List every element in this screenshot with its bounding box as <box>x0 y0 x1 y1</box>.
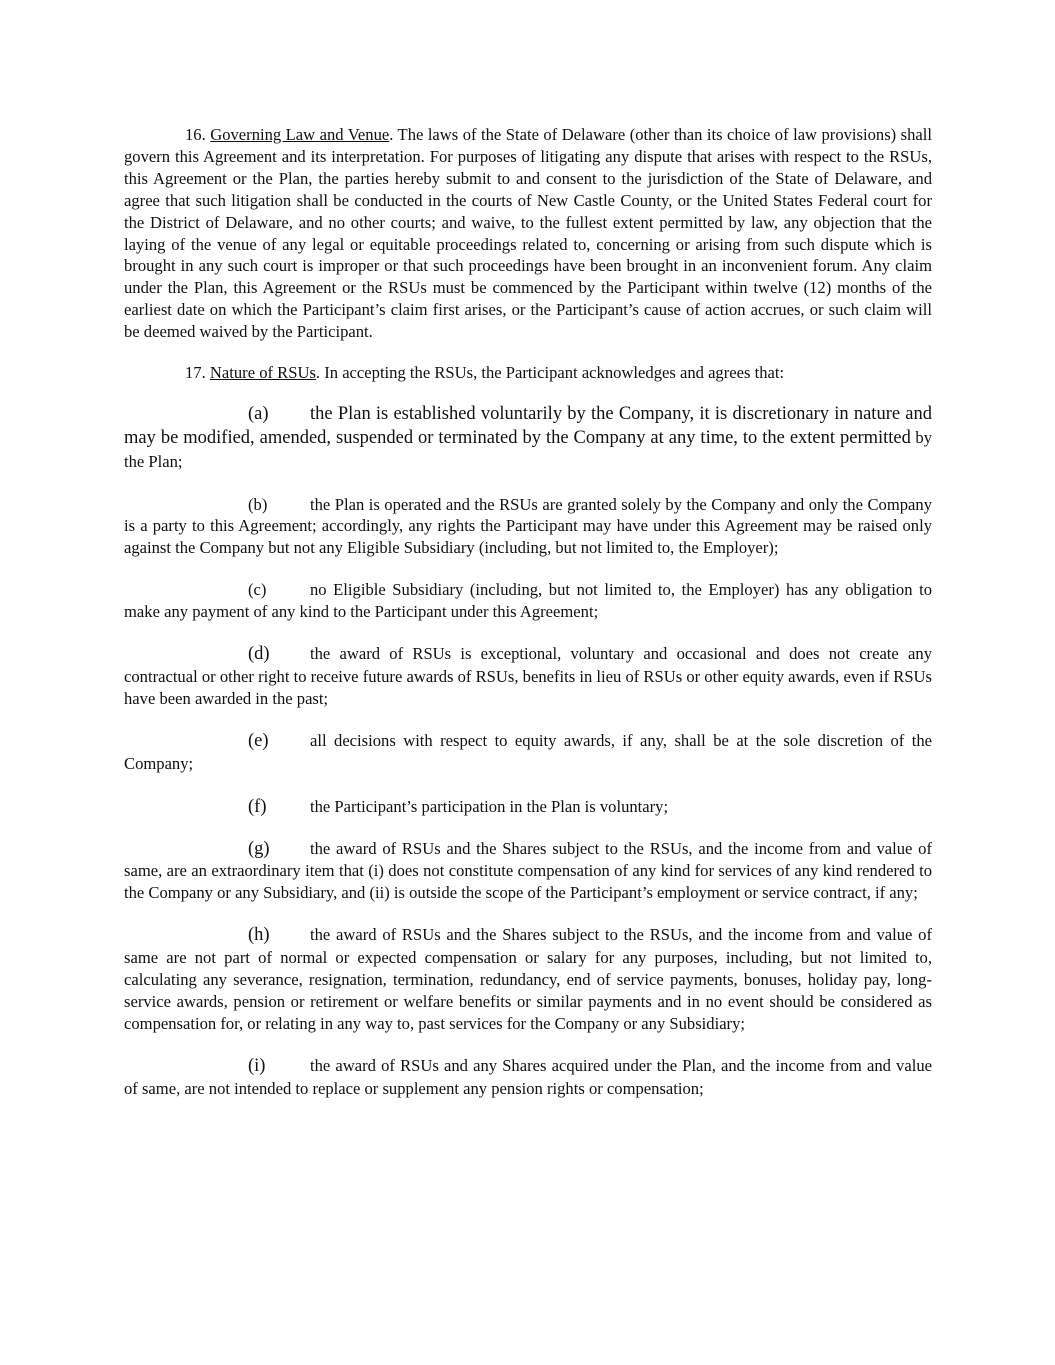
item-d <box>124 643 932 710</box>
item-b <box>124 494 932 560</box>
item-c-label: (c) <box>248 580 267 600</box>
item-g-label: (g) <box>248 838 270 859</box>
item-f-label: (f) <box>248 796 267 817</box>
item-h <box>124 924 932 1035</box>
item-f <box>124 796 932 819</box>
item-c-text: no Eligible Subsidiary (including, but not limited to, the Employer) has any obligation to make any payment of any kind to the Participant under this Agreement; <box>124 580 932 622</box>
section-16-governing-law <box>124 124 932 343</box>
item-h-text: the award of RSUs and the Shares subject to the RSUs, and the income from and value of same are not part of normal or expected compensation or salary for any purposes, including, but not limited to, calculating any severance, resignation, termination, redundancy, end of service payments, bonuses, holiday pay, long-service awards, pension or retirement or welfare benefits or similar payments and in no event should be considered as compensation for, or relating in any way to, past services for the Company or any Subsidiary; <box>124 925 932 1033</box>
item-a-text-tail: by the Plan; <box>124 428 932 472</box>
item-b-text: the Plan is operated and the RSUs are granted solely by the Company and only the Company is a party to this Agreement; accordingly, any rights the Participant may have under this Agreement may be raised only against the Company but not any Eligible Subsidiary (including, but not limited to, the Employer); <box>124 494 932 558</box>
section-17-body: . In accepting the RSUs, the Participant acknowledges and agrees that: <box>315 363 785 383</box>
item-g-text: the award of RSUs and the Shares subject to the RSUs, and the income from and value of same, are an extraordinary item that (i) does not constitute compensation of any kind for services of any kind rendered to the Company or any Subsidiary, and (ii) is outside the scope of the Participant’s employment or service contract, if any; <box>124 838 932 903</box>
item-i <box>124 1055 932 1100</box>
section-17-nature-of-rsus <box>124 362 932 384</box>
item-c <box>124 579 932 623</box>
section-17-number: 17. <box>185 363 206 383</box>
item-a-label: (a) <box>248 403 269 424</box>
item-d-text: the award of RSUs is exceptional, voluntary and occasional and does not create any contractual or other right to receive future awards of RSUs, benefits in lieu of RSUs or other equity awards, even if RSUs have been awarded in the past; <box>124 644 932 708</box>
item-g <box>124 838 932 905</box>
section-17-heading: Nature of RSUs <box>209 363 316 383</box>
section-16-heading: Governing Law and Venue <box>210 125 390 144</box>
item-e-text: all decisions with respect to equity awards, if any, shall be at the sole discretion of the Company; <box>124 730 932 773</box>
item-a-text: the Plan is established voluntarily by the Company, it is discretionary in nature and may be modified, amended, suspended or terminated by the Company at any time, to the extent permitted <box>124 403 932 449</box>
item-b-label: (b) <box>248 494 268 514</box>
section-16-number: 16. <box>185 125 206 144</box>
document-page <box>124 124 932 1120</box>
item-e <box>124 730 932 775</box>
item-e-label: (e) <box>248 730 269 751</box>
item-d-label: (d) <box>248 644 270 665</box>
item-f-text: the Participant’s participation in the Plan is voluntary; <box>310 796 669 816</box>
item-i-text: the award of RSUs and any Shares acquired under the Plan, and the income from and value of same, are not intended to replace or supplement any pension rights or compensation; <box>124 1055 932 1098</box>
item-a <box>124 402 932 475</box>
item-i-label: (i) <box>248 1055 266 1076</box>
item-h-label: (h) <box>248 925 270 946</box>
section-16-body: . The laws of the State of Delaware (other than its choice of law provisions) shall govern this Agreement and its interpretation. For purposes of litigating any dispute that arises with respect to the RSUs, this Agreement or the Plan, the parties hereby submit to and consent to the jurisdiction of the State of Delaware, and agree that such litigation shall be conducted in the courts of New Castle County, or the United States Federal court for the District of Delaware, and no other courts; and waive, to the fullest extent permitted by law, any objection that the laying of the venue of any legal or equitable proceedings related to, concerning or arising from such dispute which is brought in any such court is improper or that such proceedings have been brought in an inconvenient forum. Any claim under the Plan, this Agreement or the RSUs must be commenced by the Participant within twelve (12) months of the earliest date on which the Participant’s claim first arises, or the Participant’s cause of action accrues, or such claim will be deemed waived by the Participant. <box>124 125 932 342</box>
